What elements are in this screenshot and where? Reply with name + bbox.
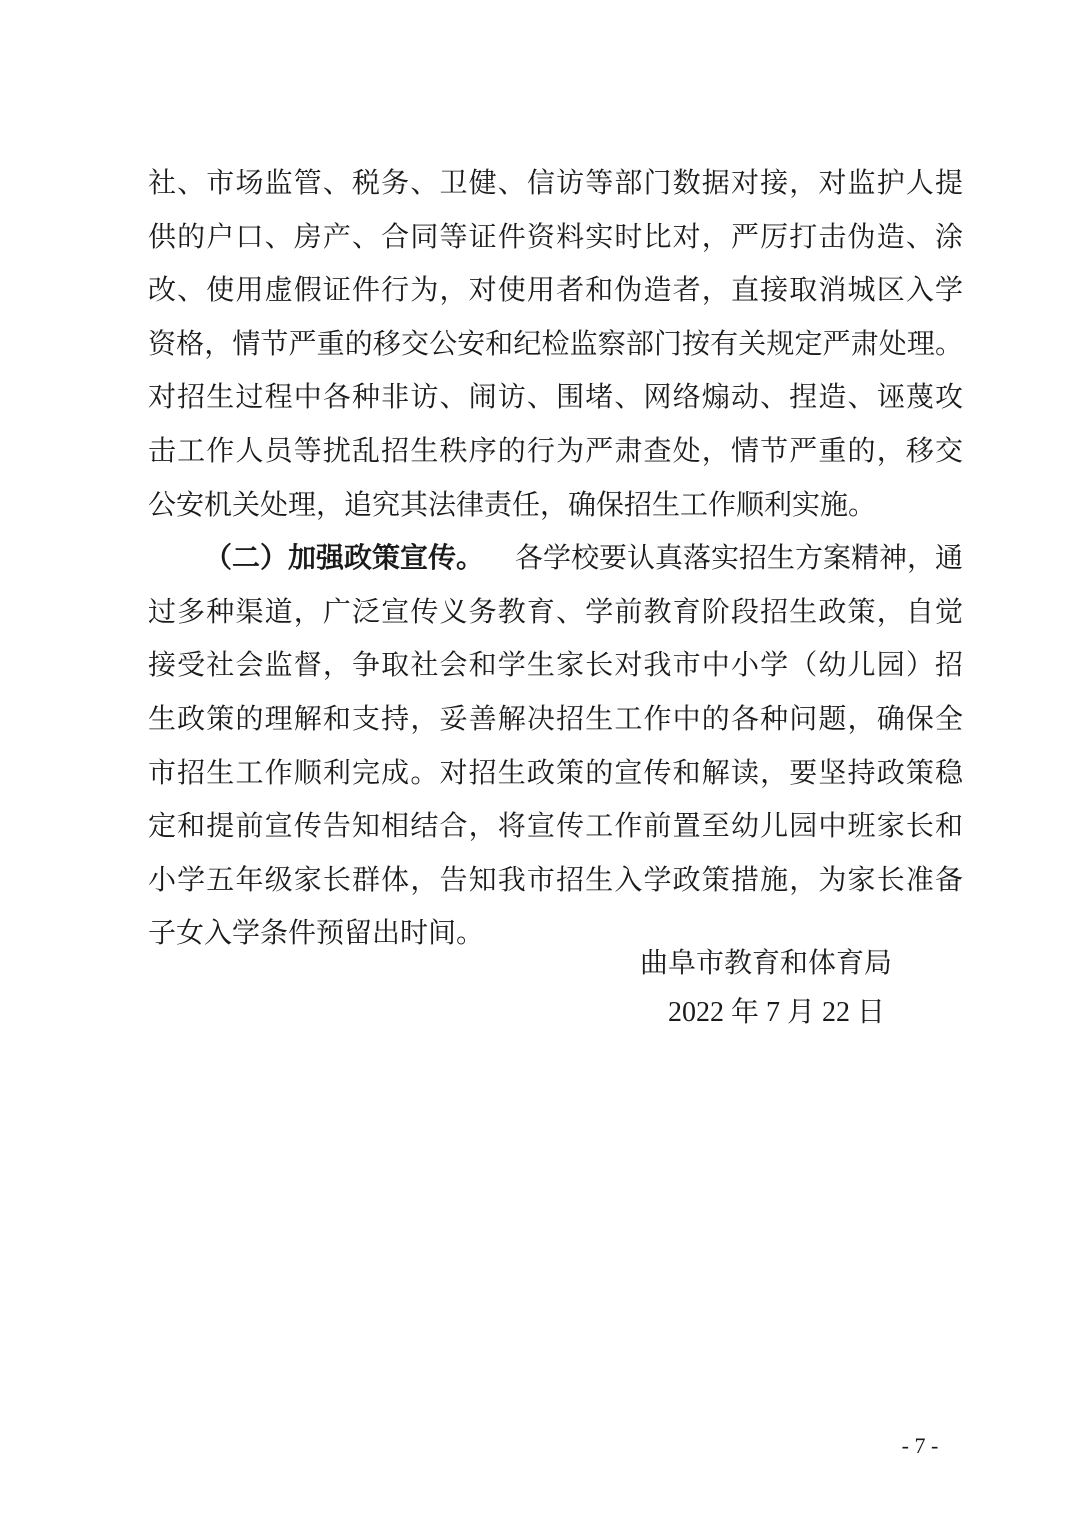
signature-organization: 曲阜市教育和体育局 [640, 946, 893, 979]
text-line: 子女入学条件预留出时间。 [148, 916, 485, 950]
section-heading-rest: 各学校要认真落实招生方案精神，通 [514, 541, 963, 575]
text-line: 市招生工作顺利完成。对招生政策的宣传和解读，要坚持政策稳 [148, 755, 963, 789]
body-text [148, 156, 963, 960]
text-line: 生政策的理解和支持，妥善解决招生工作中的各种问题，确保全 [148, 701, 963, 735]
paragraph-1 [148, 156, 963, 531]
text-line: 过多种渠道，广泛宣传义务教育、学前教育阶段招生政策，自觉 [148, 594, 963, 628]
text-line: 社、市场监管、税务、卫健、信访等部门数据对接，对监护人提 [148, 166, 963, 199]
text-line: 供的户口、房产、合同等证件资料实时比对，严厉打击伪造、涂 [148, 219, 963, 253]
page-number: - 7 - [901, 1433, 939, 1458]
text-line: 资格，情节严重的移交公安和纪检监察部门按有关规定严肃处理。 [148, 326, 963, 360]
paragraph-2 [148, 531, 963, 960]
signature-date: 2022 年 7 月 22 日 [668, 997, 886, 1028]
signature-block [630, 938, 910, 1038]
text-line: 公安机关处理，追究其法律责任，确保招生工作顺利实施。 [148, 487, 877, 521]
text-line: 改、使用虚假证件行为，对使用者和伪造者，直接取消城区入学 [148, 273, 963, 307]
text-line: 击工作人员等扰乱招生秩序的行为严肃查处，情节严重的，移交 [148, 433, 963, 467]
section-heading: （二）加强政策宣传。 [204, 541, 485, 575]
text-line: 对招生过程中各种非访、闹访、围堵、网络煽动、捏造、诬蔑攻 [148, 380, 963, 414]
text-line-first [148, 531, 963, 585]
text-line: 小学五年级家长群体，告知我市招生入学政策措施，为家长准备 [148, 862, 963, 896]
text-line: 接受社会监督，争取社会和学生家长对我市中小学（幼儿园）招 [148, 648, 963, 682]
text-line: 定和提前宣传告知相结合，将宣传工作前置至幼儿园中班家长和 [148, 809, 963, 843]
